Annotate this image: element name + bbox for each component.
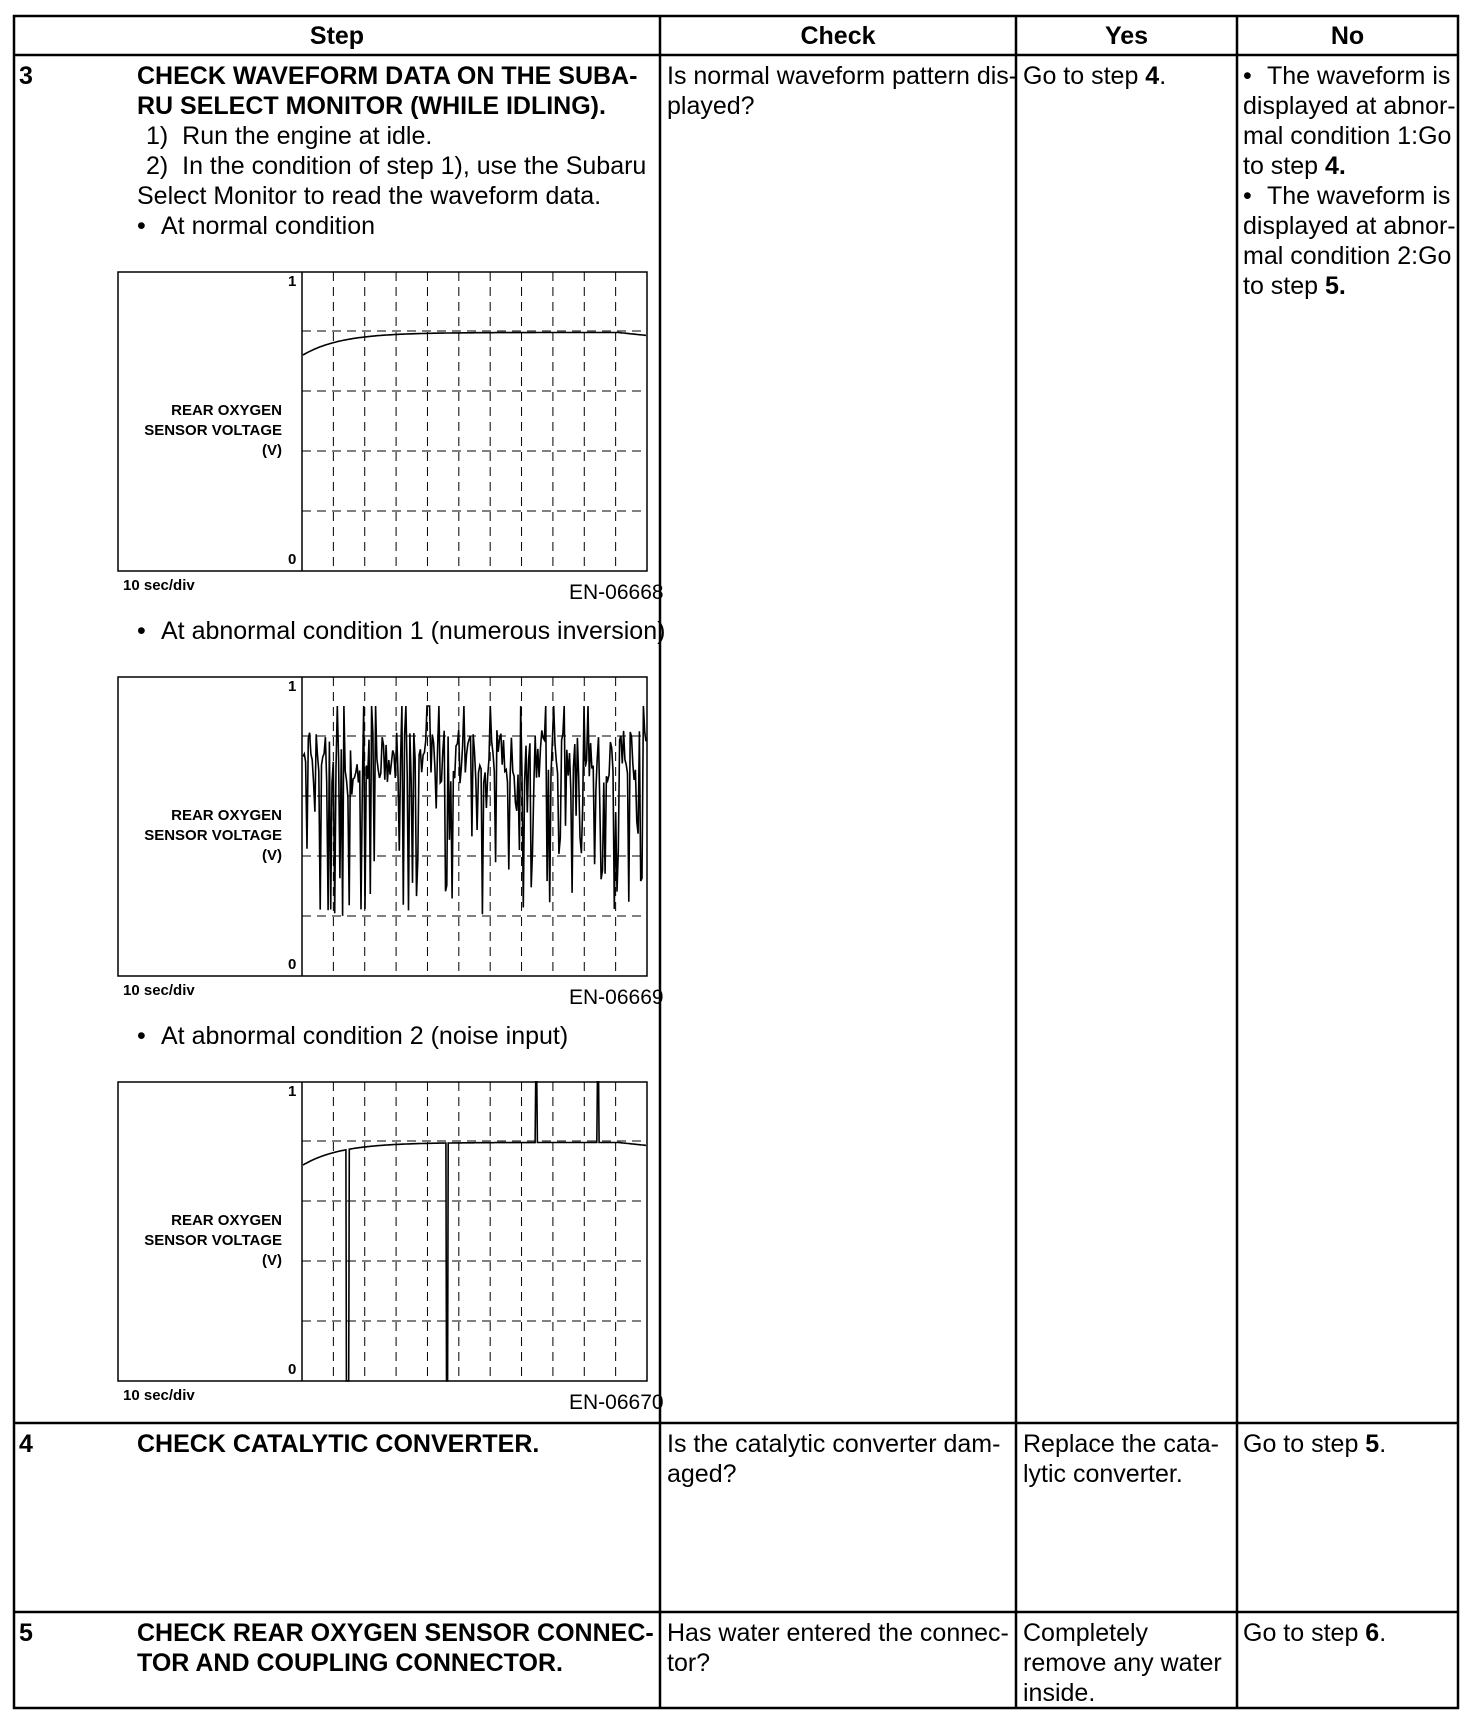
- condition-abnormal2-text: At abnormal condition 2 (noise input): [161, 1022, 569, 1050]
- step-4-yes-line2: lytic converter.: [1023, 1460, 1183, 1488]
- no-line-8: to step: [1243, 272, 1325, 300]
- graph-xscale: 10 sec/div: [123, 982, 195, 999]
- condition-abnormal1-label: • At abnormal condition 1 (numerous inversion): [137, 617, 666, 645]
- no-line-1: The waveform is: [1267, 62, 1451, 90]
- graph-ylabel-line2: SENSOR VOLTAGE: [144, 827, 282, 844]
- step-5-check-line1: Has water entered the connec-: [667, 1619, 1009, 1647]
- no-line-5: The waveform is: [1267, 182, 1451, 210]
- step-3-check-line1: Is normal waveform pattern dis-: [667, 62, 1018, 90]
- no-line-3: mal condition 1:Go: [1243, 122, 1452, 150]
- graph-ylabel-line3: (V): [262, 442, 282, 459]
- graph-ylabel-line3: (V): [262, 847, 282, 864]
- step-number-4: 4: [19, 1430, 33, 1458]
- waveform-graph-abnormal2: [117, 1081, 667, 1421]
- step-5-yes-line2: remove any water: [1023, 1649, 1222, 1677]
- no-line-6: displayed at abnor-: [1243, 212, 1456, 240]
- graph-ylabel-line1: REAR OXYGEN: [171, 1212, 282, 1229]
- step-3-yes: Go to step 4.: [1023, 62, 1167, 90]
- step-5-no-step: 6: [1365, 1619, 1380, 1647]
- step-5-yes-line3: inside.: [1023, 1679, 1096, 1707]
- substep-1-text: Run the engine at idle.: [182, 122, 433, 150]
- header-check: Check: [800, 22, 876, 50]
- graph-ylabel: [117, 401, 282, 461]
- step-3-substep-2: [146, 151, 646, 181]
- graph-ylabel-line1: REAR OXYGEN: [171, 402, 282, 419]
- step-5-check-line2: tor?: [667, 1649, 711, 1677]
- step-4-yes-line1: Replace the cata-: [1023, 1430, 1219, 1458]
- graph-ymin: 0: [288, 956, 297, 973]
- step-3-substep-2-cont: Select Monitor to read the waveform data.: [137, 182, 602, 210]
- graph-ylabel: [117, 806, 282, 866]
- graph-ymax: 1: [288, 678, 297, 695]
- graph-ymax: 1: [288, 273, 297, 290]
- condition-normal-label: • At normal condition: [137, 212, 376, 240]
- graph-ylabel-line1: REAR OXYGEN: [171, 807, 282, 824]
- step-3-title-line1: CHECK WAVEFORM DATA ON THE SUBA-: [137, 62, 638, 90]
- step-3-title-line2: RU SELECT MONITOR (WHILE IDLING).: [137, 92, 606, 120]
- header-step: Step: [309, 22, 365, 50]
- condition-normal-text: At normal condition: [161, 212, 376, 240]
- step-5-yes-line1: Completely: [1023, 1619, 1149, 1647]
- figure-id: EN-06669: [569, 986, 664, 1009]
- condition-abnormal2-label: • At abnormal condition 2 (noise input): [137, 1022, 569, 1050]
- step-3-check-line2: played?: [667, 92, 755, 120]
- header-yes: Yes: [1104, 22, 1149, 50]
- no-line-7: mal condition 2:Go: [1243, 242, 1452, 270]
- waveform-graph-abnormal1: [117, 676, 667, 1016]
- step-5-title-line1: CHECK REAR OXYGEN SENSOR CONNEC-: [137, 1619, 654, 1647]
- step-4-no-text: Go to step: [1243, 1430, 1366, 1458]
- graph-ylabel-line3: (V): [262, 1252, 282, 1269]
- step-4-no: Go to step 5.: [1243, 1430, 1387, 1458]
- no-line-4: to step: [1243, 152, 1325, 180]
- step-3-yes-text: Go to step: [1023, 62, 1146, 90]
- step-3-yes-step: 4: [1145, 62, 1160, 90]
- waveform-line: [303, 706, 646, 916]
- step-4-no-step: 5: [1365, 1430, 1380, 1458]
- figure-id: EN-06668: [569, 581, 664, 604]
- graph-ymin: 0: [288, 1361, 297, 1378]
- no-step-a: 4: [1325, 152, 1339, 180]
- step-3-substep-1: [146, 121, 432, 151]
- graph-xscale: 10 sec/div: [123, 1387, 195, 1404]
- step-5-title-line2: TOR AND COUPLING CONNECTOR.: [137, 1649, 563, 1677]
- step-5-no-text: Go to step: [1243, 1619, 1366, 1647]
- graph-ylabel-line2: SENSOR VOLTAGE: [144, 1232, 282, 1249]
- substep-1-number: 1): [146, 122, 169, 150]
- substep-2-number: 2): [146, 152, 169, 180]
- figure-id: EN-06670: [569, 1391, 664, 1414]
- graph-xscale: 10 sec/div: [123, 577, 195, 594]
- graph-ymax: 1: [288, 1083, 297, 1100]
- waveform-graph-normal: [117, 271, 667, 611]
- step-5-no: Go to step 6.: [1243, 1619, 1387, 1647]
- step-4-check-line2: aged?: [667, 1460, 737, 1488]
- no-line-2: displayed at abnor-: [1243, 92, 1456, 120]
- graph-ylabel-line2: SENSOR VOLTAGE: [144, 422, 282, 439]
- no-step-b: 5: [1325, 272, 1339, 300]
- step-4-check-line1: Is the catalytic converter dam-: [667, 1430, 1001, 1458]
- graph-ylabel: [117, 1211, 282, 1271]
- step-number-3: 3: [19, 62, 33, 90]
- header-no: No: [1330, 22, 1365, 50]
- waveform-line: [303, 333, 646, 356]
- step-3-no: • The waveform is displayed at abnor- mal condition 1:Go to step 4. • The waveform is displayed at abnor- mal condition 2:Go to step 5.: [1243, 62, 1456, 300]
- step-number-5: 5: [19, 1619, 33, 1647]
- step-4-title: CHECK CATALYTIC CONVERTER.: [137, 1430, 540, 1458]
- waveform-line: [303, 1081, 646, 1381]
- condition-abnormal1-text: At abnormal condition 1 (numerous inversion): [161, 617, 666, 645]
- substep-2-text: In the condition of step 1), use the Subaru: [182, 152, 647, 180]
- graph-ymin: 0: [288, 551, 297, 568]
